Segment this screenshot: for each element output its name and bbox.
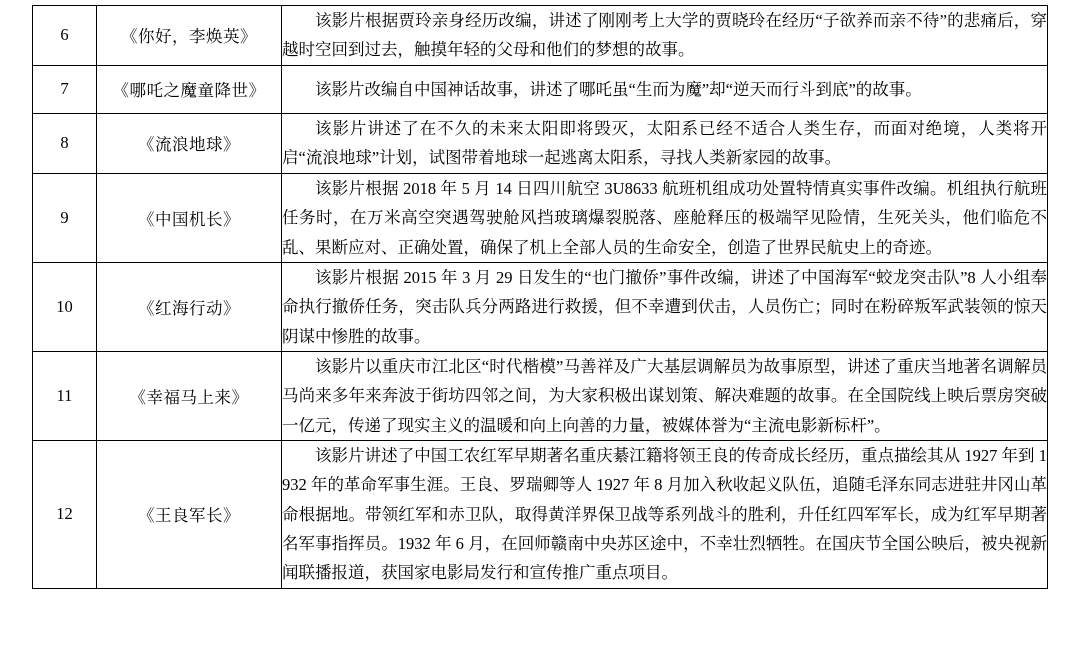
film-title: 《红海行动》 xyxy=(138,298,240,318)
row-number-cell xyxy=(33,351,97,440)
table-row xyxy=(33,441,1048,589)
table-row xyxy=(33,114,1048,174)
film-description: 该影片以重庆市江北区“时代楷模”马善祥及广大基层调解员为故事原型，讲述了重庆当地著名调解员马尚来多年来奔波于街坊四邻之间，为大家积极出谋划策、解决难题的故事。在全国院线上映后票房突破一亿元，传递了现实主义的温暖和向上向善的力量，被媒体誉为“主流电影新标杆”。 xyxy=(282,356,1047,435)
document-page xyxy=(0,5,1080,657)
film-description-cell xyxy=(282,441,1048,589)
film-description-cell xyxy=(282,351,1048,440)
film-title: 《你好，李焕英》 xyxy=(121,27,257,47)
film-description-cell xyxy=(282,262,1048,351)
film-title-cell xyxy=(97,173,282,262)
film-title-cell xyxy=(97,65,282,113)
row-number: 8 xyxy=(60,133,69,153)
row-number-cell xyxy=(33,6,97,66)
film-title: 《幸福马上来》 xyxy=(129,387,249,407)
film-title-cell xyxy=(97,351,282,440)
film-title-cell xyxy=(97,441,282,589)
film-description: 该影片讲述了在不久的未来太阳即将毁灭，太阳系已经不适合人类生存，而面对绝境，人类将开启“流浪地球”计划，试图带着地球一起逃离太阳系，寻找人类新家园的故事。 xyxy=(282,119,1047,168)
film-title-cell xyxy=(97,114,282,174)
table-row xyxy=(33,173,1048,262)
row-number: 10 xyxy=(56,296,73,316)
row-number-cell xyxy=(33,173,97,262)
row-number-cell xyxy=(33,441,97,589)
row-number-cell xyxy=(33,262,97,351)
film-description: 该影片改编自中国神话故事，讲述了哪吒虽“生而为魔”却“逆天而行斗到底”的故事。 xyxy=(315,79,922,99)
row-number: 12 xyxy=(56,504,73,524)
table-row xyxy=(33,6,1048,66)
table-row xyxy=(33,351,1048,440)
film-description: 该影片根据 2015 年 3 月 29 日发生的“也门撤侨”事件改编，讲述了中国海军“蛟龙突击队”8 人小组奉命执行撤侨任务，突击队兵分两路进行救援，但不幸遭到伏击，人员伤亡；同时在粉碎叛军武装领的惊天阴谋中惨胜的故事。 xyxy=(282,267,1047,346)
row-number-cell xyxy=(33,65,97,113)
film-description-cell xyxy=(282,65,1048,113)
film-description-cell xyxy=(282,173,1048,262)
film-title-cell xyxy=(97,6,282,66)
row-number: 7 xyxy=(60,79,69,99)
table-row xyxy=(33,65,1048,113)
row-number-cell xyxy=(33,114,97,174)
table-row xyxy=(33,262,1048,351)
film-title: 《流浪地球》 xyxy=(138,135,240,155)
film-description-cell xyxy=(282,6,1048,66)
film-title-cell xyxy=(97,262,282,351)
film-title: 《中国机长》 xyxy=(138,209,240,229)
film-description-cell xyxy=(282,114,1048,174)
row-number: 6 xyxy=(60,25,69,45)
film-title: 《哪吒之魔童降世》 xyxy=(112,81,266,101)
film-description: 该影片根据 2018 年 5 月 14 日四川航空 3U8633 航班机组成功处置特情真实事件改编。机组执行航班任务时，在万米高空突遇驾驶舱风挡玻璃爆裂脱落、座舱释压的极端罕见险情，生死关头，他们临危不乱、果断应对、正确处置，确保了机上全部人员的生命安全，创造了世界民航史上的奇迹。 xyxy=(282,178,1047,257)
film-title: 《王良军长》 xyxy=(138,506,240,526)
film-description: 该影片讲述了中国工农红军早期著名重庆綦江籍将领王良的传奇成长经历，重点描绘其从 1927 年到 1932 年的革命军事生涯。王良、罗瑞卿等人 1927 年 8 月加入秋收起义队伍，追随毛泽东同志进驻井冈山革命根据地。带领红军和赤卫队，取得黄洋界保卫战等系列战斗的胜利，升任红四军军长，成为红军早期著名军事指挥员。1932 年 6 月，在回师赣南中央苏区途中，不幸壮烈牺牲。在国庆节全国公映后，被央视新闻联播报道，获国家电影局发行和宣传推广重点项目。 xyxy=(282,446,1047,583)
table-body xyxy=(33,6,1048,589)
row-number: 9 xyxy=(60,207,69,227)
film-description: 该影片根据贾玲亲身经历改编，讲述了刚刚考上大学的贾晓玲在经历“子欲养而亲不待”的悲痛后，穿越时空回到过去，触摸年轻的父母和他们的梦想的故事。 xyxy=(282,11,1047,60)
film-list-table xyxy=(32,5,1048,589)
row-number: 11 xyxy=(56,385,73,405)
